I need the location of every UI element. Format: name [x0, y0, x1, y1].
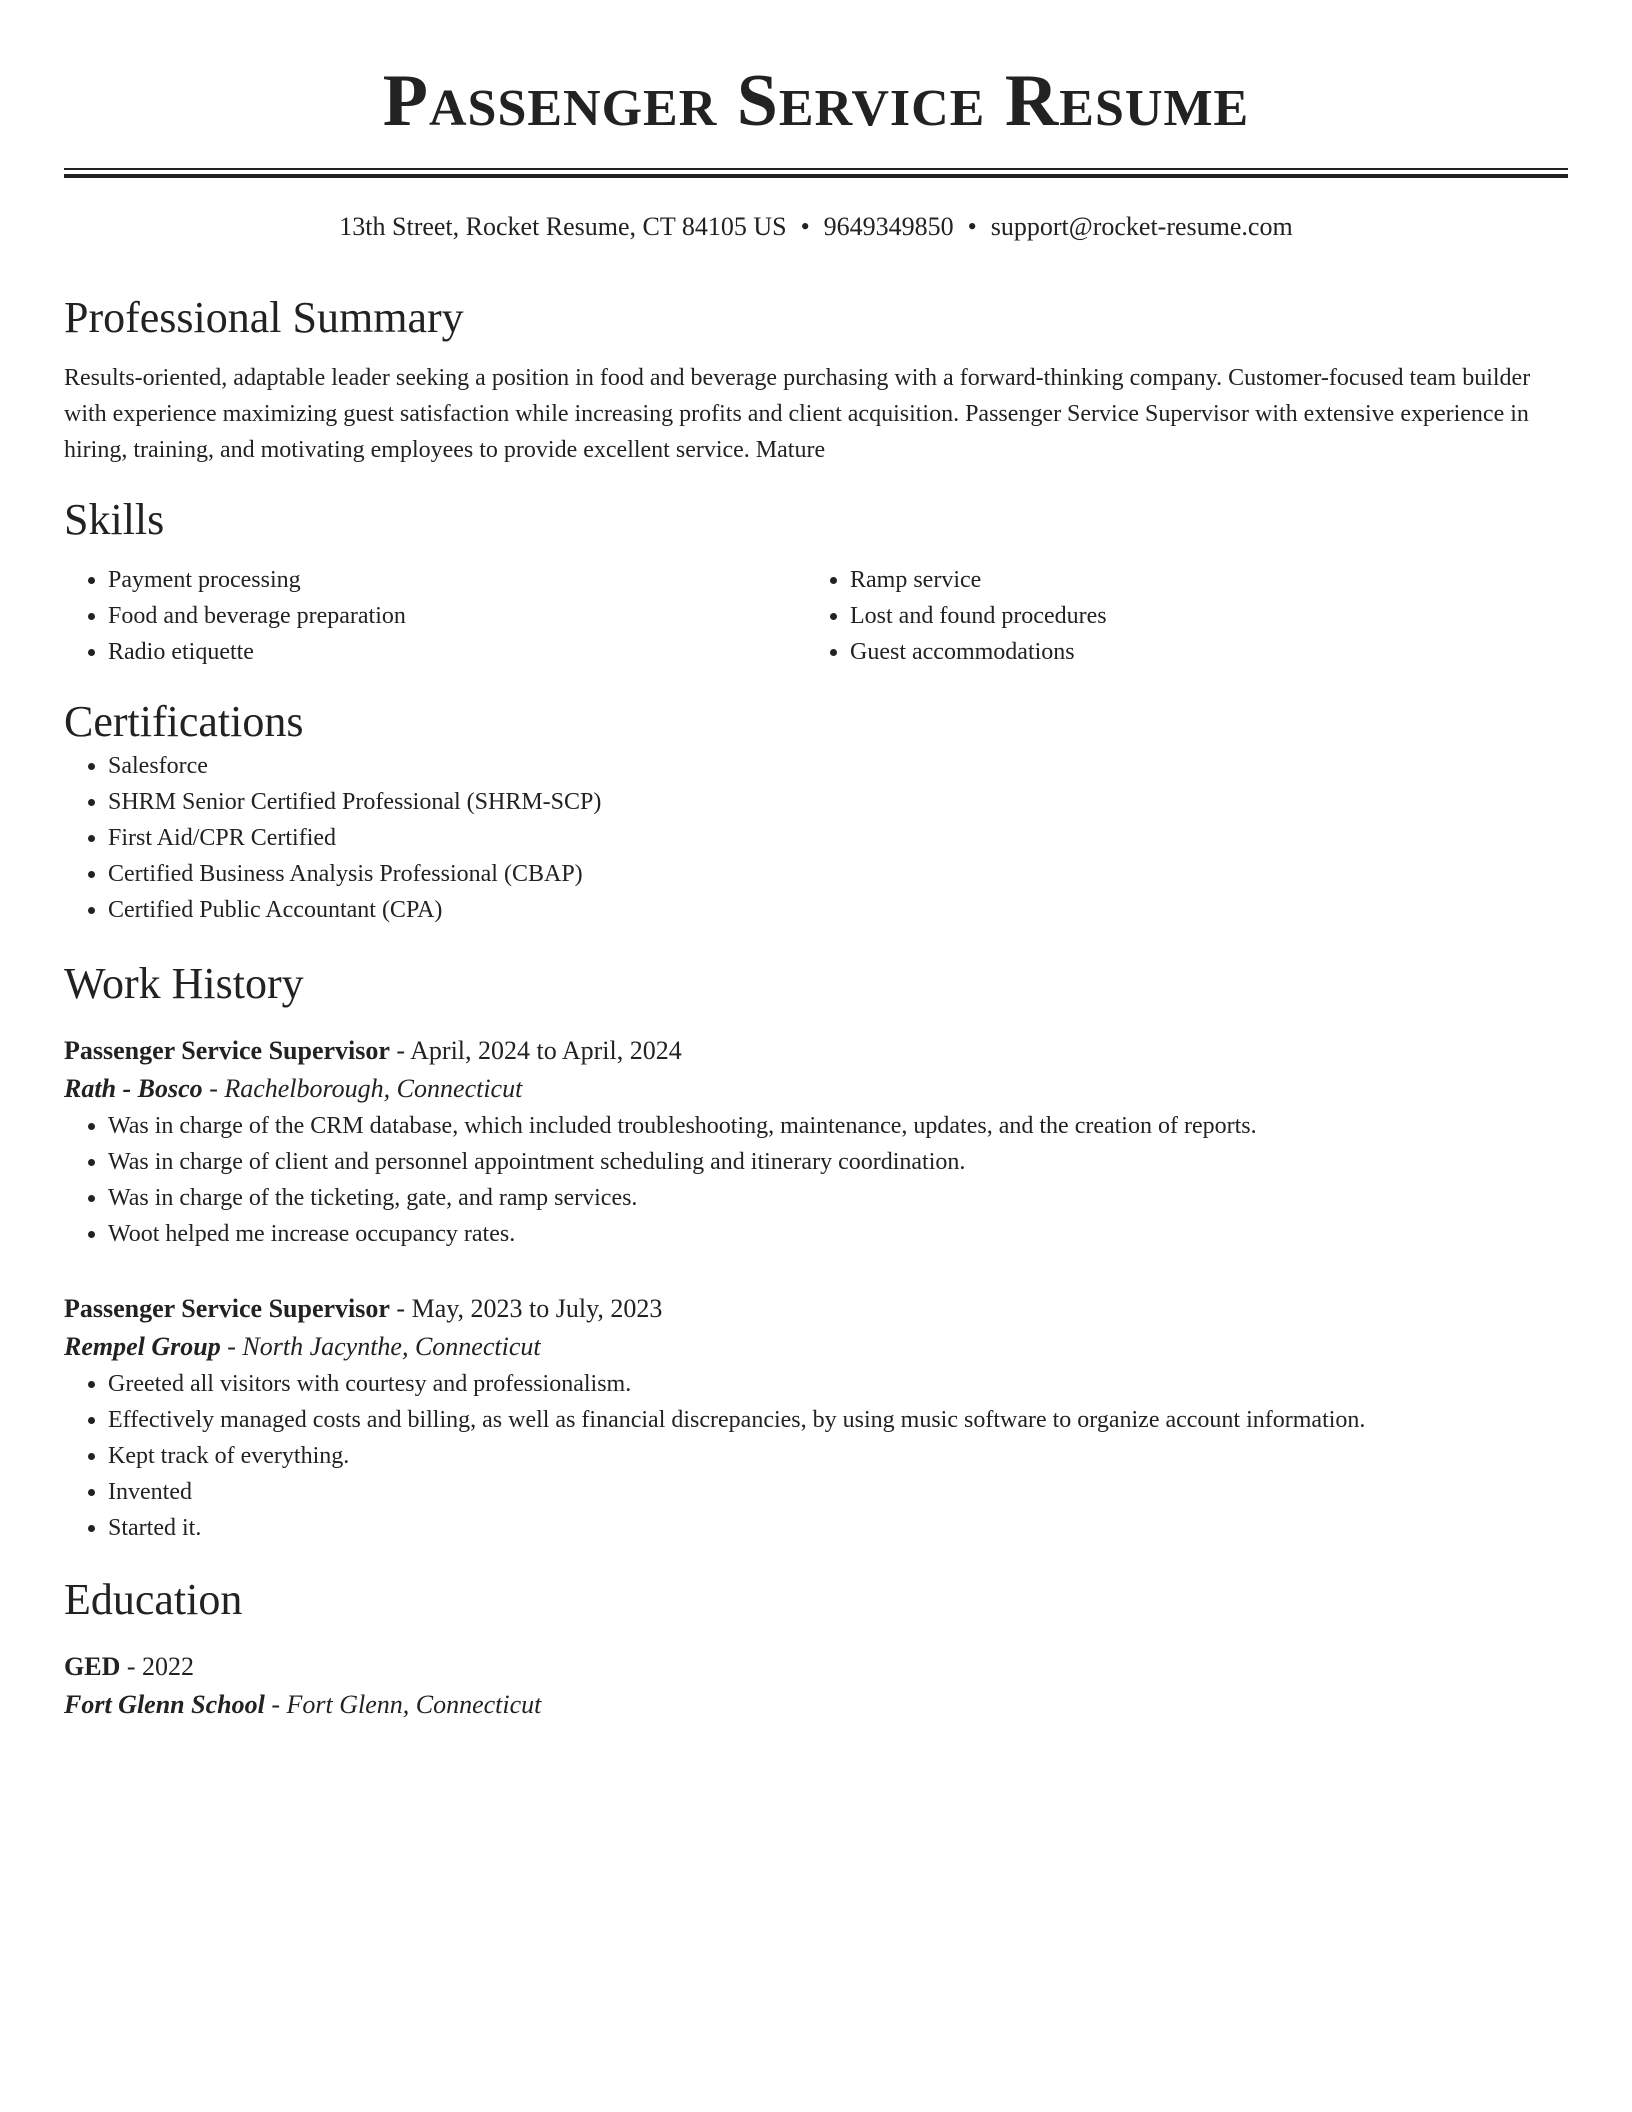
summary-text: Results-oriented, adaptable leader seeking a position in food and beverage purchasing with a forward-thinking company. Customer-focused team builder with experience maximizing guest satisfaction while increasing profits and client acquisition. Passenger Service Supervisor with extensive experience in hiring, training, and motivating employees to provide excellent service. Mature — [64, 365, 1531, 463]
contact-separator: • — [967, 212, 977, 241]
job-title: Passenger Service Supervisor — [64, 1294, 390, 1323]
job-entry — [64, 1032, 1568, 1252]
skills-grid — [64, 562, 1568, 670]
job-title: Passenger Service Supervisor — [64, 1036, 390, 1065]
degree-year: - 2022 — [120, 1652, 195, 1681]
company-location: - North Jacynthe, Connecticut — [220, 1332, 541, 1361]
job-duty: • Invented — [108, 1474, 1568, 1510]
skill-item: • Food and beverage preparation — [108, 598, 806, 634]
certification-item: • Salesforce — [108, 748, 1568, 784]
job-dates: - May, 2023 to July, 2023 — [389, 1294, 663, 1323]
education-entry — [64, 1648, 1568, 1724]
contact-line — [64, 210, 1568, 244]
skills-heading: Skills — [64, 495, 165, 544]
education-heading: Education — [64, 1575, 243, 1624]
certification-item: • First Aid/CPR Certified — [108, 820, 1568, 856]
contact-address: 13th Street, Rocket Resume, CT 84105 US — [339, 212, 787, 241]
title-divider — [64, 168, 1568, 178]
school-location: - Fort Glenn, Connecticut — [264, 1690, 542, 1719]
job-duties-list — [64, 1108, 1568, 1252]
job-duty: • Was in charge of the CRM database, which included troubleshooting, maintenance, updates, and the creation of reports. — [108, 1108, 1568, 1144]
resume-title: Passenger Service Resume — [382, 60, 1250, 142]
company-name: Rath - Bosco — [64, 1074, 203, 1103]
degree-name: GED — [64, 1652, 121, 1681]
certifications-heading: Certifications — [64, 697, 304, 746]
school-line — [64, 1686, 1568, 1724]
job-title-line — [64, 1032, 1568, 1070]
job-duties-list — [64, 1366, 1568, 1546]
skills-column-right — [806, 562, 1548, 670]
contact-email: support@rocket-resume.com — [990, 212, 1293, 241]
job-duty: • Woot helped me increase occupancy rates. — [108, 1216, 1568, 1252]
job-duty: • Started it. — [108, 1510, 1568, 1546]
job-dates: - April, 2024 to April, 2024 — [389, 1036, 682, 1065]
job-duty: • Was in charge of the ticketing, gate, and ramp services. — [108, 1180, 1568, 1216]
skill-item: • Lost and found procedures — [850, 598, 1548, 634]
skill-item: • Guest accommodations — [850, 634, 1548, 670]
job-title-line — [64, 1290, 1568, 1328]
company-line — [64, 1070, 1568, 1108]
school-name: Fort Glenn School — [64, 1690, 265, 1719]
contact-separator: • — [800, 212, 810, 241]
degree-line — [64, 1648, 1568, 1686]
skill-item: • Radio etiquette — [108, 634, 806, 670]
certification-item: • Certified Business Analysis Professional (CBAP) — [108, 856, 1568, 892]
company-line — [64, 1328, 1568, 1366]
job-duty: • Greeted all visitors with courtesy and professionalism. — [108, 1366, 1568, 1402]
certification-item: • Certified Public Accountant (CPA) — [108, 892, 1568, 928]
company-location: - Rachelborough, Connecticut — [202, 1074, 523, 1103]
certification-item: • SHRM Senior Certified Professional (SHRM-SCP) — [108, 784, 1568, 820]
contact-phone: 9649349850 — [823, 212, 954, 241]
skills-list-right — [806, 562, 1548, 670]
certifications-list — [64, 748, 1568, 928]
company-name: Rempel Group — [64, 1332, 221, 1361]
job-entry — [64, 1290, 1568, 1546]
skills-column-left — [64, 562, 806, 670]
job-duty: • Was in charge of client and personnel appointment scheduling and itinerary coordination. — [108, 1144, 1568, 1180]
skill-item: • Payment processing — [108, 562, 806, 598]
work-history-heading: Work History — [64, 959, 304, 1008]
job-duty: • Kept track of everything. — [108, 1438, 1568, 1474]
skills-list-left — [64, 562, 806, 670]
skill-item: • Ramp service — [850, 562, 1548, 598]
summary-heading: Professional Summary — [64, 293, 464, 342]
job-duty: • Effectively managed costs and billing, as well as financial discrepancies, by using music software to organize account information. — [108, 1402, 1568, 1438]
